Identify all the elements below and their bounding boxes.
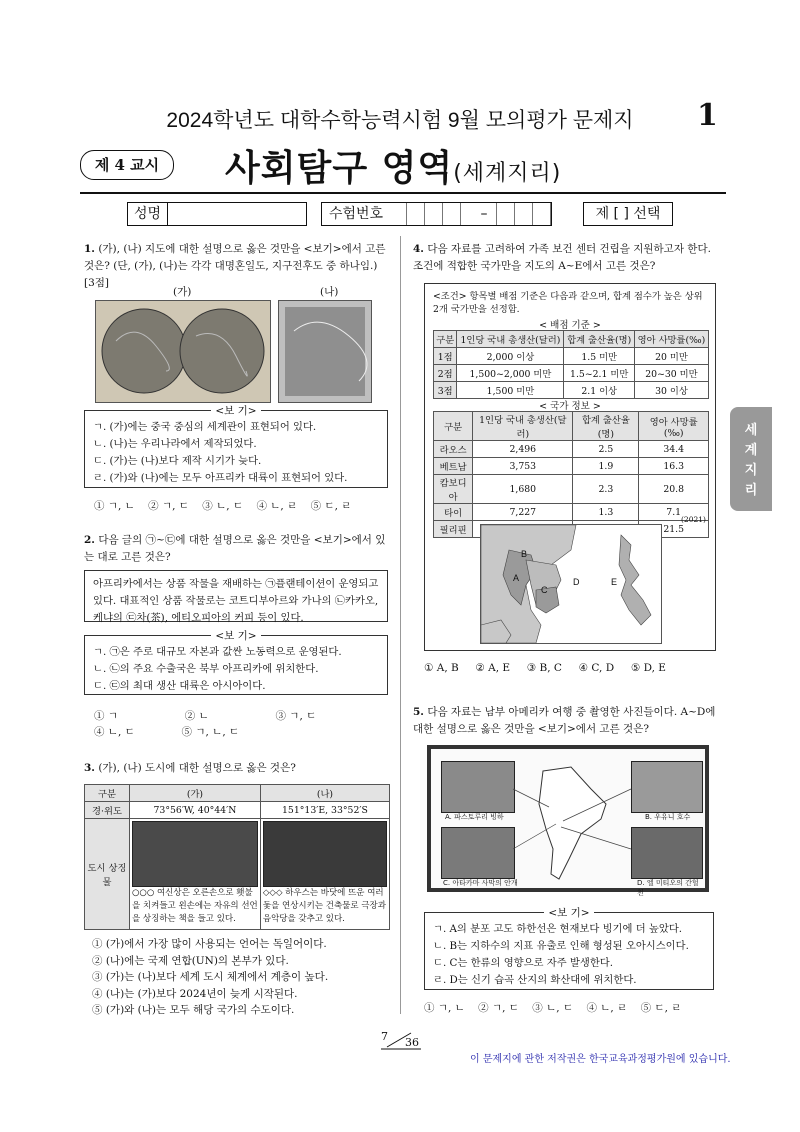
q4-year: (2021) bbox=[681, 515, 706, 524]
q4-ih3: 영아 사망률(‰) bbox=[639, 412, 709, 441]
q4-map-label-c: C bbox=[541, 585, 548, 595]
subject-main: 사회탐구 영역 bbox=[225, 148, 454, 189]
q4-score-title: < 배점 기준 > bbox=[539, 320, 601, 331]
exam-no-dash: – bbox=[477, 203, 491, 225]
q4-i03: 34.4 bbox=[639, 441, 709, 458]
header-rule bbox=[80, 192, 726, 194]
q2-bogi-title: <보 기> bbox=[85, 628, 387, 645]
q2-bogi bbox=[84, 630, 388, 695]
q4-h2: 합계 출산율(명) bbox=[564, 331, 634, 348]
q4-i10: 베트남 bbox=[434, 458, 473, 475]
q3-cell-a bbox=[130, 819, 261, 930]
q3-col-head: 구분 bbox=[85, 785, 130, 802]
q3-row1-a: 73°56′W, 40°44′N bbox=[130, 802, 261, 819]
q4-number: 4. bbox=[413, 243, 424, 255]
q3-table bbox=[84, 784, 390, 930]
q4-map-label-e: E bbox=[611, 577, 618, 587]
exam-no-label: 수험번호 bbox=[321, 202, 391, 226]
q4-s01: 2,000 이상 bbox=[457, 348, 564, 365]
q5-bogi bbox=[424, 907, 714, 990]
side-tab-label: 세계지리 bbox=[744, 423, 758, 498]
copyright-notice: 이 문제지에 관한 저작권은 한국교육과정평가원에 있습니다. bbox=[470, 1054, 731, 1065]
q5-options[interactable]: ① ㄱ, ㄴ ② ㄱ, ㄷ ③ ㄴ, ㄷ ④ ㄴ, ㄹ ⑤ ㄷ, ㄹ bbox=[424, 1002, 682, 1014]
subject-title bbox=[225, 140, 561, 191]
q1-map-b-texture bbox=[279, 301, 371, 402]
q4-i20: 캄보디아 bbox=[434, 475, 473, 504]
q4-condition: <조건> 항목별 배점 기준은 다음과 같으며, 합계 점수가 높은 상위 2개 국가만을 선정함. bbox=[433, 291, 703, 315]
q1-label-b: (나) bbox=[320, 286, 339, 298]
q1-map-a-globes bbox=[96, 301, 270, 402]
q4-i13: 16.3 bbox=[639, 458, 709, 475]
q1-stem bbox=[84, 241, 389, 292]
q3-choice-1[interactable]: ① (가)에서 가장 많이 사용되는 언어는 독일어이다. bbox=[92, 938, 327, 950]
q4-i11: 3,753 bbox=[473, 458, 573, 475]
q4-h0: 구분 bbox=[434, 331, 457, 348]
q4-i33: 7.1 bbox=[639, 504, 709, 521]
q1-map-a bbox=[95, 300, 271, 403]
q4-i02: 2.5 bbox=[573, 441, 639, 458]
column-divider bbox=[400, 236, 401, 1014]
footer-page-counter bbox=[381, 1030, 421, 1050]
q4-info-table bbox=[433, 411, 709, 538]
q4-map-svg bbox=[481, 525, 661, 643]
q4-i22: 2.3 bbox=[573, 475, 639, 504]
side-tab bbox=[730, 407, 772, 511]
name-field[interactable] bbox=[166, 202, 307, 226]
q5-number: 5. bbox=[413, 706, 424, 718]
q4-info-title: < 국가 정보 > bbox=[539, 401, 601, 412]
q4-s13: 20~30 미만 bbox=[634, 365, 708, 382]
q5-caption-d: D. 엘 미티오의 간헐천 bbox=[637, 879, 699, 897]
q4-s22: 2.1 이상 bbox=[564, 382, 634, 399]
q2-bogi-item-1: ㄱ. ㉠은 주로 대규모 자본과 값싼 노동력으로 운영된다. bbox=[93, 646, 342, 658]
q4-map-label-a: A bbox=[513, 573, 520, 583]
q5-caption-a: A. 파스토루리 빙하 bbox=[445, 813, 504, 821]
exam-no-field[interactable] bbox=[389, 202, 552, 226]
q1-bogi-item-2: ㄴ. (나)는 우리나라에서 제작되었다. bbox=[93, 438, 257, 450]
q2-options-row2[interactable]: ④ ㄴ, ㄷ ⑤ ㄱ, ㄴ, ㄷ bbox=[94, 726, 240, 738]
q2-text: 다음 글의 ㉠~㉢에 대한 설명으로 옳은 것만을 <보기>에서 있는 대로 고른 것은? bbox=[84, 534, 386, 563]
q3-number: 3. bbox=[84, 762, 95, 774]
q4-s20: 3점 bbox=[434, 382, 457, 399]
q3-col-a: (가) bbox=[130, 785, 261, 802]
q4-i31: 7,227 bbox=[473, 504, 573, 521]
q4-i30: 타이 bbox=[434, 504, 473, 521]
q3-text: (가), (나) 도시에 대한 설명으로 옳은 것은? bbox=[98, 762, 296, 774]
q3-cell-b bbox=[260, 819, 389, 930]
q2-bogi-item-3: ㄷ. ㉢의 최대 생산 대륙은 아시아이다. bbox=[93, 680, 266, 692]
q3-row1-b: 151°13′E, 33°52′S bbox=[260, 802, 389, 819]
period-badge: 제 4 교시 bbox=[80, 150, 174, 180]
q4-i01: 2,496 bbox=[473, 441, 573, 458]
q4-text: 다음 자료를 고려하여 가족 보건 센터 건립을 지원하고자 한다. 조건에 적합한 국가만을 지도의 A~E에서 고른 것은? bbox=[413, 243, 711, 272]
q5-continent-map bbox=[431, 749, 705, 888]
q4-s11: 1,500~2,000 미만 bbox=[457, 365, 564, 382]
q4-s10: 2점 bbox=[434, 365, 457, 382]
q2-number: 2. bbox=[84, 534, 95, 546]
q4-i21: 1,680 bbox=[473, 475, 573, 504]
q4-stem bbox=[413, 241, 723, 275]
subject-sub: (세계지리) bbox=[453, 161, 562, 186]
q1-bogi-item-3: ㄷ. (가)는 (나)보다 제작 시기가 늦다. bbox=[93, 455, 262, 467]
q4-s02: 1.5 미만 bbox=[564, 348, 634, 365]
q1-number: 1. bbox=[84, 243, 95, 255]
q3-desc-b: ◇◇◇ 하우스는 바닷에 뜨운 여러 돛을 연상시키는 건축물로 극장과 음악당을 갖추고 있다. bbox=[262, 888, 386, 924]
q4-s21: 1,500 미만 bbox=[457, 382, 564, 399]
q5-text: 다음 자료는 남부 아메리카 여행 중 촬영한 사진들이다. A~D에 대한 설명으로 옳은 것만을 <보기>에서 고른 것은? bbox=[413, 706, 716, 735]
q3-choice-2[interactable]: ② (나)에는 국제 연합(UN)의 본부가 있다. bbox=[92, 954, 289, 967]
q4-h3: 영아 사망률(‰) bbox=[634, 331, 708, 348]
q4-ih0: 구분 bbox=[434, 412, 473, 441]
q3-choice-3[interactable]: ③ (가)는 (나)보다 세계 도시 체계에서 계층이 높다. bbox=[92, 971, 329, 983]
q5-stem bbox=[413, 704, 723, 738]
q4-s23: 30 이상 bbox=[634, 382, 708, 399]
q1-map-b bbox=[278, 300, 372, 403]
q4-i40: 필리핀 bbox=[434, 521, 473, 538]
name-label: 성명 bbox=[127, 202, 168, 226]
q4-map-label-b: B bbox=[521, 549, 528, 559]
q3-choice-4[interactable]: ④ (나)는 (가)보다 2024년이 늦게 시작된다. bbox=[92, 987, 298, 1000]
q3-choice-5[interactable]: ⑤ (가)와 (나)는 모두 해당 국가의 수도이다. bbox=[92, 1004, 295, 1016]
q1-text: (가), (나) 지도에 대한 설명으로 옳은 것만을 <보기>에서 고른 것은? (단, (가), (나)는 각각 대명혼일도, 지구전후도 중 하나임.) [3점] bbox=[84, 243, 386, 289]
footer-page: 7 bbox=[381, 1030, 388, 1043]
q5-board bbox=[427, 745, 709, 897]
q5-bogi-title: <보 기> bbox=[425, 905, 713, 922]
q3-photo-b bbox=[263, 821, 387, 887]
q4-s00: 1점 bbox=[434, 348, 457, 365]
q4-s03: 20 미만 bbox=[634, 348, 708, 365]
q5-caption-b: B. 우유니 호수 bbox=[645, 813, 691, 821]
q4-i32: 1.3 bbox=[573, 504, 639, 521]
q1-bogi-item-1: ㄱ. (가)에는 중국 중심의 세계관이 표현되어 있다. bbox=[93, 421, 317, 433]
q1-options[interactable]: ① ㄱ, ㄴ ② ㄱ, ㄷ ③ ㄴ, ㄷ ④ ㄴ, ㄹ ⑤ ㄷ, ㄹ bbox=[94, 500, 352, 512]
q2-stem bbox=[84, 532, 389, 566]
q1-bogi-title: <보 기> bbox=[85, 403, 387, 420]
q2-bogi-item-2: ㄴ. ㉡의 주요 수출국은 북부 아프리카에 위치한다. bbox=[93, 663, 319, 675]
q4-map-label-d: D bbox=[573, 577, 580, 587]
q5-bogi-item-1: ㄱ. A의 분포 고도 하한선은 현재보다 빙기에 더 높았다. bbox=[433, 923, 683, 935]
page-number: 1 bbox=[697, 98, 718, 133]
q4-h1: 1인당 국내 총생산(달러) bbox=[457, 331, 564, 348]
q5-caption-c: C. 아타카마 사막의 안개 bbox=[443, 879, 518, 887]
q1-bogi bbox=[84, 405, 388, 488]
q4-s12: 1.5~2.1 미만 bbox=[564, 365, 634, 382]
q3-stem bbox=[84, 760, 389, 777]
q4-ih1: 1인당 국내 총생산(달러) bbox=[473, 412, 573, 441]
q4-i23: 20.8 bbox=[639, 475, 709, 504]
q4-i12: 1.9 bbox=[573, 458, 639, 475]
q3-row2-label: 도시 상징물 bbox=[85, 819, 130, 930]
q4-score-table bbox=[433, 330, 709, 399]
choice-label[interactable]: 제 [ ] 선택 bbox=[583, 202, 673, 226]
q4-i00: 라오스 bbox=[434, 441, 473, 458]
footer-total: 36 bbox=[405, 1036, 419, 1049]
q3-photo-a bbox=[132, 821, 258, 887]
q3-col-b: (나) bbox=[260, 785, 389, 802]
q1-bogi-item-4: ㄹ. (가)와 (나)에는 모두 아프리카 대륙이 표현되어 있다. bbox=[93, 472, 348, 484]
q4-options[interactable]: ① A, B ② A, E ③ B, C ④ C, D ⑤ D, E bbox=[424, 662, 666, 674]
q3-desc-a: ○○○ 여신상은 오른손으로 횃불을 치켜들고 왼손에는 자유의 선언을 상징하는 책을 들고 있다. bbox=[132, 888, 258, 924]
q2-passage: 아프리카에서는 상품 작물을 재배하는 ㉠플랜테이션이 운영되고 있다. 대표적인 상품 작물로는 코트디부아르와 가나의 ㉡카카오, 케냐의 ㉢차(茶), 에티오피아의 커피 등이 있다. bbox=[84, 570, 388, 622]
q3-row1-label: 경·위도 bbox=[85, 802, 130, 819]
q3-choices bbox=[92, 936, 392, 1019]
q5-bogi-item-4: ㄹ. D는 신기 습곡 산지의 화산대에 위치한다. bbox=[433, 974, 637, 986]
q1-label-a: (가) bbox=[173, 286, 192, 298]
q2-options-row1[interactable]: ① ㄱ ② ㄴ ③ ㄱ, ㄷ bbox=[94, 710, 317, 722]
q4-i43: 21.5 bbox=[639, 521, 709, 538]
q4-data-box bbox=[424, 283, 716, 651]
q4-ih2: 합계 출산율(명) bbox=[573, 412, 639, 441]
q5-bogi-item-2: ㄴ. B는 지하수의 지표 유출로 인해 형성된 오아시스이다. bbox=[433, 940, 689, 952]
exam-title: 2024학년도 대학수학능력시험 9월 모의평가 문제지 bbox=[166, 109, 634, 132]
q4-map bbox=[480, 524, 662, 644]
q5-bogi-item-3: ㄷ. C는 한류의 영향으로 자주 발생한다. bbox=[433, 957, 613, 969]
